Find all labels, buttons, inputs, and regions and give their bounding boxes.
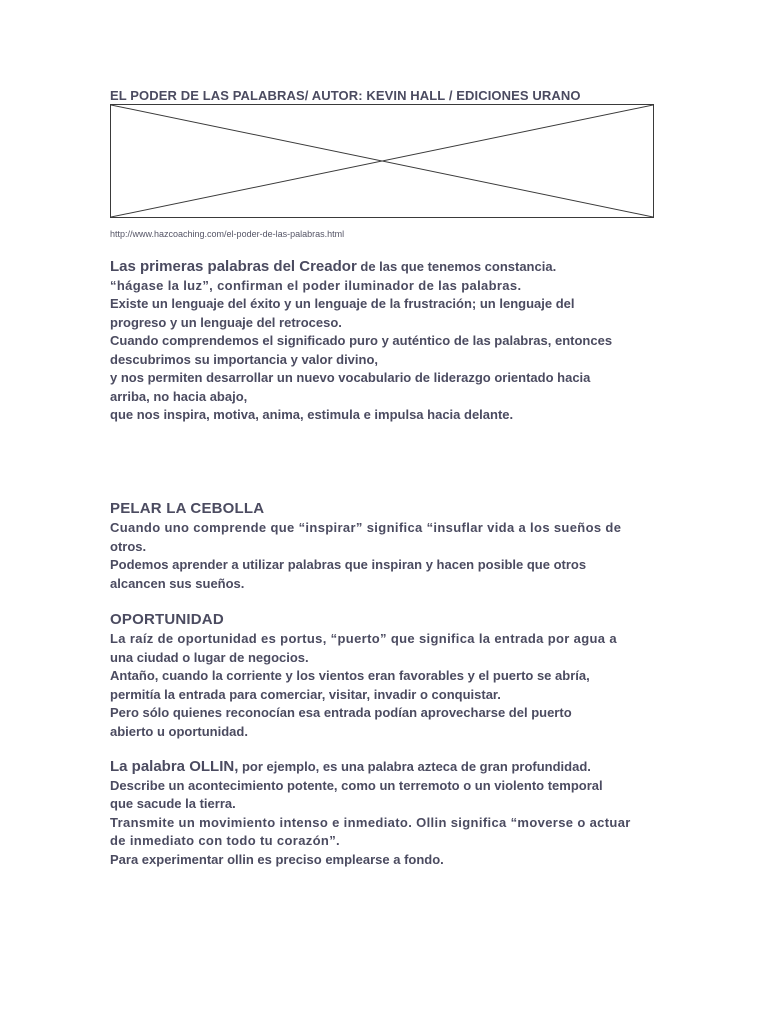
ollin-line: Para experimentar ollin es preciso emplearse a fondo. <box>110 851 444 867</box>
intro-lead-paragraph <box>110 258 670 277</box>
broken-image-placeholder <box>110 104 654 218</box>
oportunidad-line: permitía la entrada para comerciar, visitar, invadir o conquistar. <box>110 686 501 702</box>
intro-section <box>110 258 670 425</box>
section-heading: OPORTUNIDAD <box>110 611 224 628</box>
intro-lead-rest: de las que tenemos constancia. <box>356 259 557 274</box>
intro-line: descubrimos su importancia y valor divino, <box>110 351 379 367</box>
oportunidad-line: Antaño, cuando la corriente y los vientos eran favorables y el puerto se abría, <box>110 668 590 683</box>
pelar-line: otros. <box>110 538 147 554</box>
ollin-line: que sacude la tierra. <box>110 796 236 811</box>
pelar-line: alcancen sus sueños. <box>110 575 245 591</box>
intro-line: progreso y un lenguaje del retroceso. <box>110 314 342 330</box>
intro-lead: Las primeras palabras del Creador <box>110 258 357 275</box>
ollin-lead-rest: por ejemplo, es una palabra azteca de gran profundidad. <box>238 759 591 774</box>
intro-line: Existe un lenguaje del éxito y un lenguaje de la frustración; un lenguaje del <box>110 296 575 311</box>
pelar-line: Podemos aprender a utilizar palabras que inspiran y hacen posible que otros <box>110 557 587 572</box>
intro-line: “hágase la luz”, confirman el poder iluminador de las palabras. <box>110 277 522 293</box>
intro-line: Cuando comprendemos el significado puro y auténtico de las palabras, entonces <box>110 333 613 348</box>
pelar-section <box>110 499 670 593</box>
intro-line: arriba, no hacia abajo, <box>110 388 248 404</box>
ollin-lead: La palabra OLLIN, <box>110 758 239 775</box>
ollin-line: Transmite un movimiento intenso e inmediato. Ollin significa “moverse o actuar <box>110 814 631 830</box>
ollin-lead-paragraph <box>110 758 670 777</box>
intro-line: y nos permiten desarrollar un nuevo vocabulario de liderazgo orientado hacia <box>110 370 591 385</box>
oportunidad-line: abierto u oportunidad. <box>110 723 248 739</box>
ollin-line: Describe un acontecimiento potente, como un terremoto o un violento temporal <box>110 777 603 793</box>
document-title: EL PODER DE LAS PALABRAS/ AUTOR: KEVIN HALL / EDICIONES URANO <box>110 88 581 103</box>
oportunidad-section <box>110 610 670 741</box>
intro-line: que nos inspira, motiva, anima, estimula e impulsa hacia delante. <box>110 407 514 422</box>
oportunidad-line: una ciudad o lugar de negocios. <box>110 649 309 665</box>
oportunidad-line: Pero sólo quienes reconocían esa entrada podían aprovecharse del puerto <box>110 705 572 720</box>
section-heading: PELAR LA CEBOLLA <box>110 500 265 517</box>
ollin-section <box>110 758 670 869</box>
ollin-line: de inmediato con todo tu corazón”. <box>110 833 341 848</box>
source-link[interactable]: http://www.hazcoaching.com/el-poder-de-las-palabras.html <box>110 229 345 239</box>
pelar-line: Cuando uno comprende que “inspirar” significa “insuflar vida a los sueños de <box>110 520 622 535</box>
oportunidad-line: La raíz de oportunidad es portus, “puerto” que significa la entrada por agua a <box>110 631 617 646</box>
image-cross-icon <box>111 105 653 217</box>
